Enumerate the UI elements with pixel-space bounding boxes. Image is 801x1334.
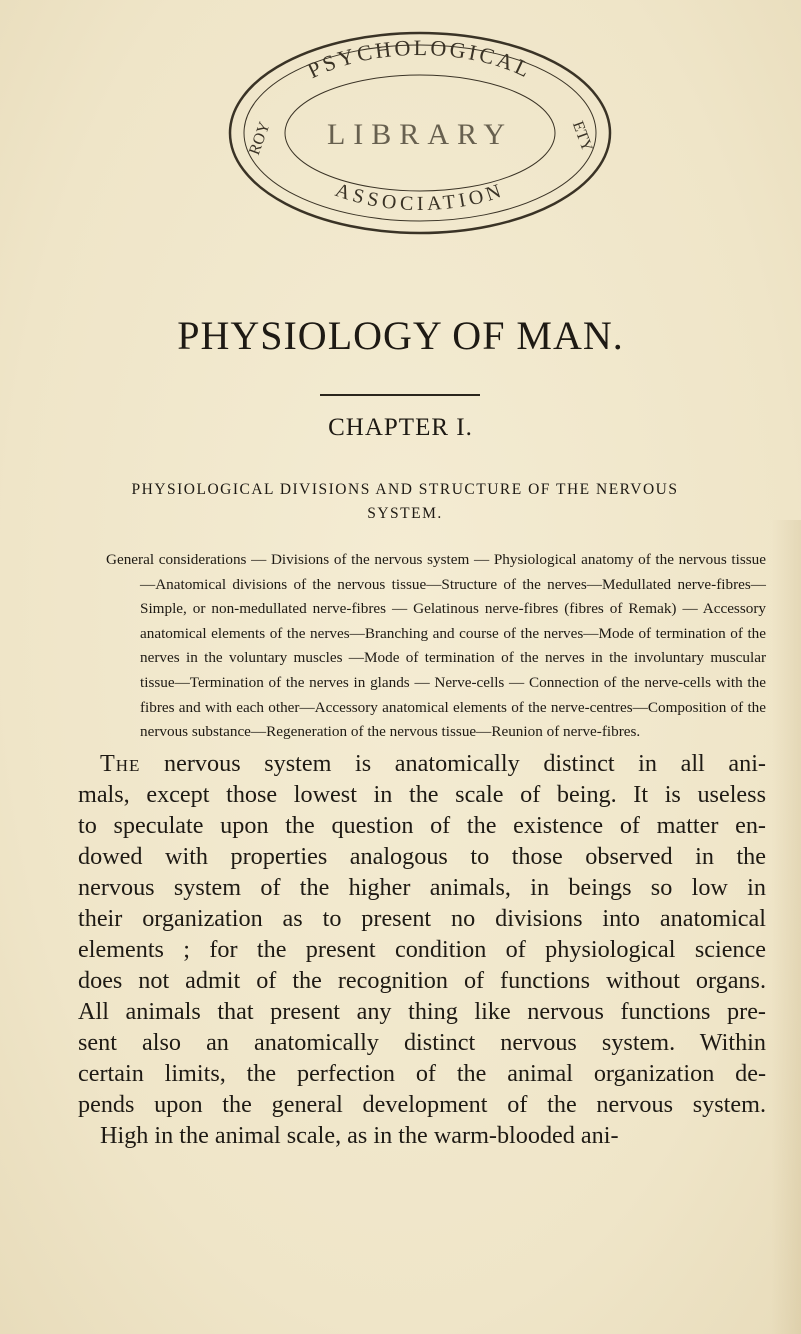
body-line: nervous system of the higher animals, in beings so low in	[78, 874, 766, 901]
title-divider	[320, 394, 480, 396]
body-line: pends upon the general development of the nervous system.	[78, 1091, 766, 1118]
body-line: All animals that present any thing like nervous functions pre-	[78, 998, 766, 1025]
body-line: certain limits, the perfection of the animal organization de-	[78, 1060, 766, 1087]
body-line: sent also an anatomically distinct nervous system. Within	[78, 1029, 766, 1056]
chapter-synopsis	[106, 548, 766, 745]
chapter-heading: CHAPTER I.	[328, 414, 473, 441]
svg-text:ASSOCIATION: ASSOCIATION	[332, 179, 508, 216]
body-line: mals, except those lowest in the scale of being. It is useless	[78, 781, 766, 808]
svg-text:PSYCHOLOGICAL: PSYCHOLOGICAL	[303, 34, 537, 84]
page-edge-shadow	[771, 520, 801, 1334]
svg-text:LIBRARY: LIBRARY	[326, 118, 514, 151]
subheading-line: SYSTEM.	[367, 505, 443, 522]
subheading-line: PHYSIOLOGICAL DIVISIONS AND STRUCTURE OF THE NERVOUS	[131, 481, 679, 498]
lead-word: The	[100, 750, 141, 777]
svg-text:ROY: ROY	[246, 119, 274, 158]
body-paragraph	[78, 748, 766, 1151]
body-line: does not admit of the recognition of functions without organs.	[78, 967, 766, 994]
body-line: to speculate upon the question of the existence of matter en-	[78, 812, 766, 839]
svg-text:ETY: ETY	[568, 118, 596, 154]
chapter-subheading	[60, 478, 750, 526]
book-title: PHYSIOLOGY OF MAN.	[177, 313, 624, 358]
body-line: High in the animal scale, as in the warm-blooded ani-	[100, 1122, 619, 1149]
body-line: elements ; for the present condition of physiological science	[78, 936, 766, 963]
body-line: dowed with properties analogous to those observed in the	[78, 843, 766, 870]
library-stamp	[200, 18, 640, 248]
body-line: their organization as to present no divisions into anatomical	[78, 905, 766, 932]
body-line: The nervous system is anatomically distinct in all ani-	[100, 750, 766, 777]
library-stamp-seal	[200, 18, 640, 248]
synopsis-text: General considerations — Divisions of the nervous system — Physiological anatomy of the nervous tissue—Anatomical divisions of the nervous tissue—Structure of the nerves—Medullated nerve-fibres—Simple, or non-medullated nerve-fibres — Gelatinous nerve-fibres (fibres of Remak) — Accessory anatomical elements of the nerves—Branching and course of the nerves—Mode of termination of the nerves in the voluntary muscles —Mode of termination of the nerves in the involuntary muscular tissue—Termination of the nerves in glands — Nerve-cells — Connection of the nerve-cells with the fibres and with each other—Accessory anatomical elements of the nerve-centres—Composition of the nervous substance—Regeneration of the nervous tissue—Reunion of nerve-fibres.	[106, 551, 766, 741]
